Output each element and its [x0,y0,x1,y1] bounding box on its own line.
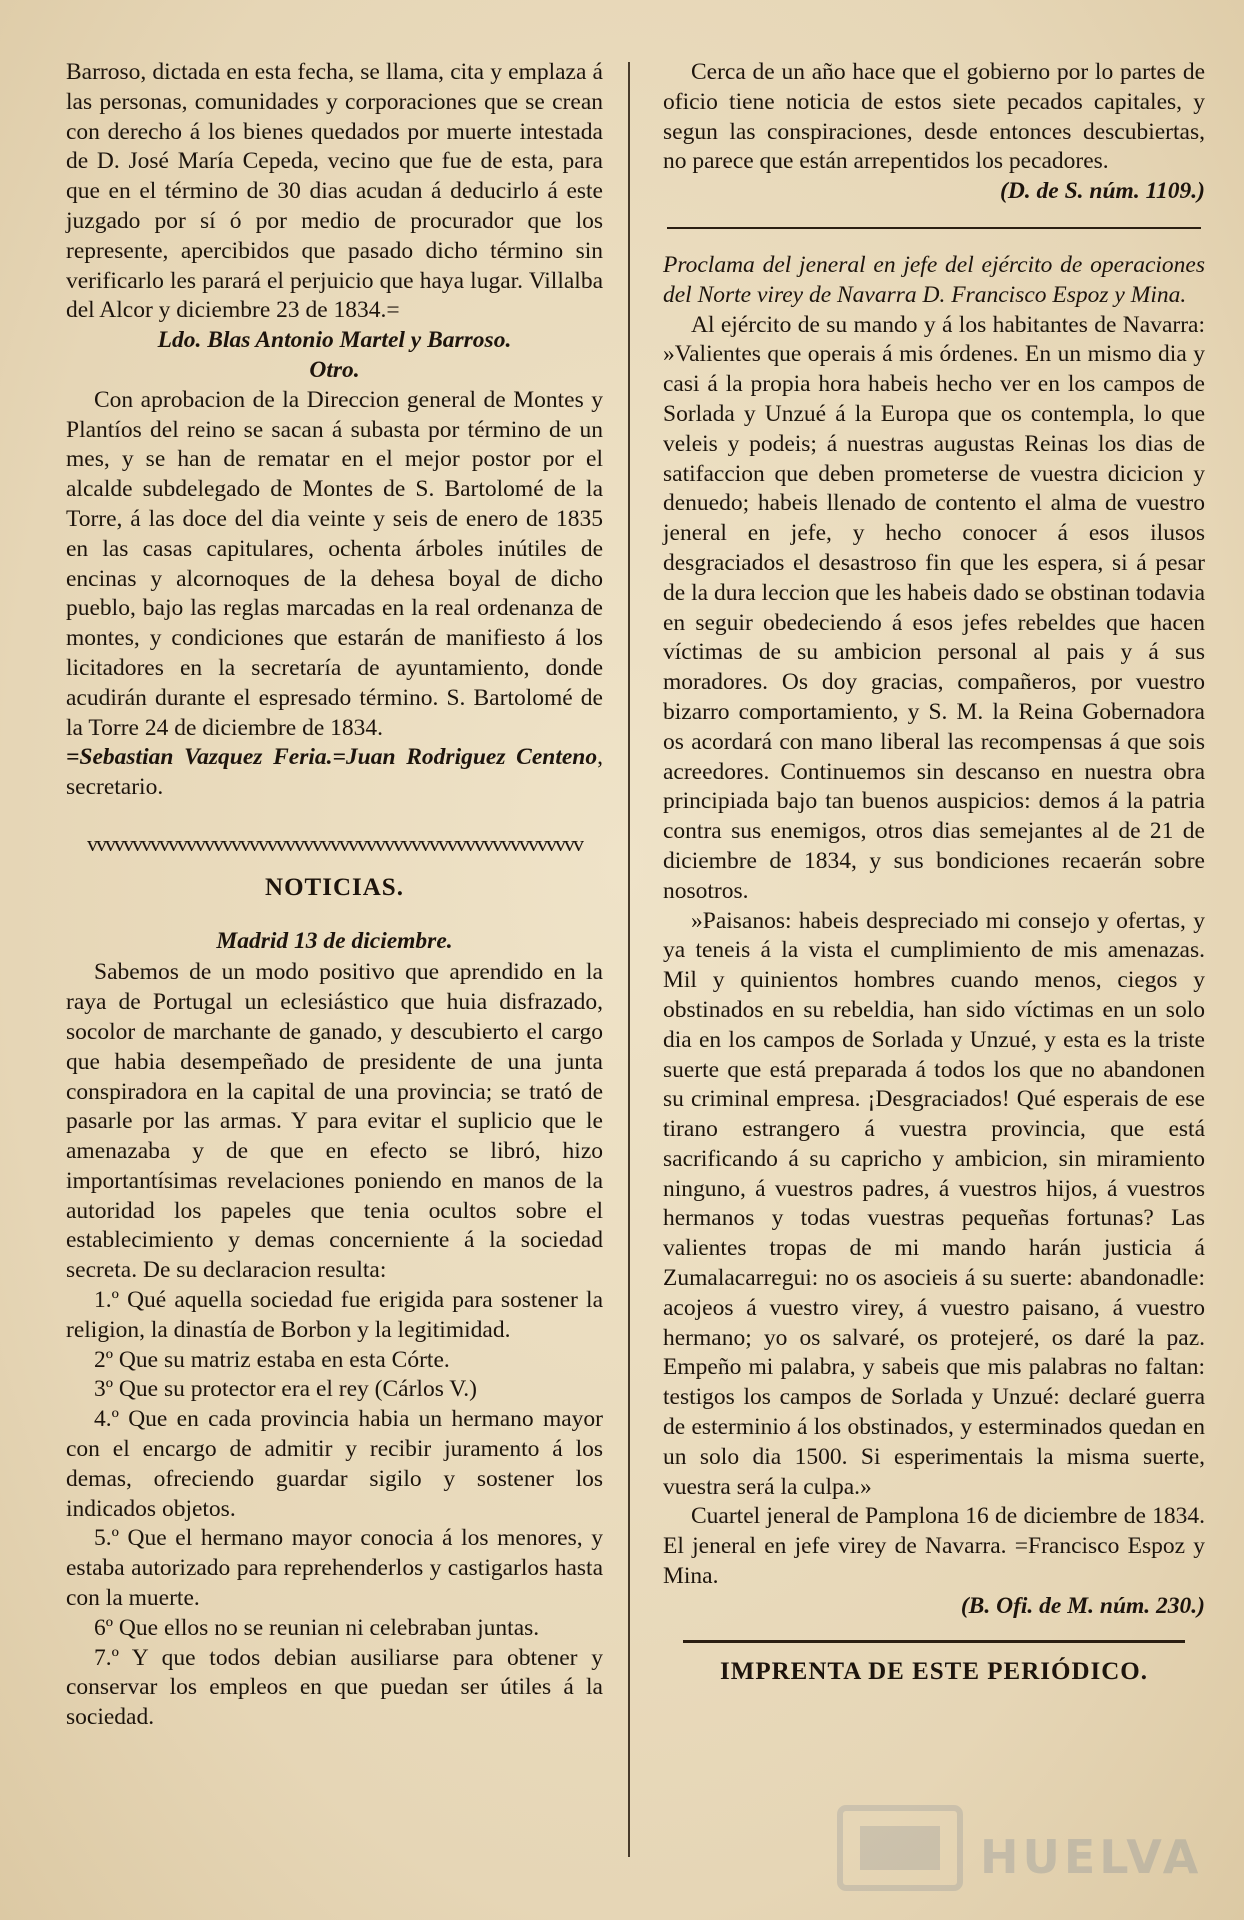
proclama-title: Proclama del jeneral en jefe del ejército de operaciones del Norte virey de Navarra D. Francisco Espoz y Mina. [663,251,1205,308]
edict-paragraph: Barroso, dictada en esta fecha, se llama, cita y emplaza á las personas, comunidades y corporaciones que se crean con derecho á los bienes quedados por muerte intestada de D. José María Cepeda, vecino que fue de esta, para que en el término de 30 dias acudan á deducirlo á este juzgado por sí ó por medio de procurador que los represente, apercibidos que pasado dicho término sin verificarlo les parará el perjuicio que haya lugar. Villalba del Alcor y diciembre 23 de 1834.= [66,59,603,324]
list-item: 2º Que su matriz estaba en esta Córte. [94,1346,450,1373]
intro-paragraph: Cerca de un año hace que el gobierno por lo partes de oficio tiene noticia de estos siete pecados capitales, y segun las conspiraciones, desde entonces descubiertas, no parece que están arrepentidos los pecadores. [663,59,1205,175]
list-item: 4.º Que en cada provincia habia un hermano mayor con el encargo de admitir y recibir juramento á los demas, ofreciendo guardar sigilo y sostener los indicados objetos. [66,1406,603,1522]
signature-martel: Ldo. Blas Antonio Martel y Barroso. [157,327,512,354]
list-item: 6º Que ellos no se reunian ni celebraban juntas. [94,1614,540,1641]
paisanos-paragraph: »Paisanos: habeis despreciado mi consejo y ofertas, y ya teneis á la vista el cumplimiento de mis amenazas. Mil y quinientos hombres cuando menos, ciegos y obstinados en su rebeldia, han sido víctimas en un solo dia en los campos de Sorlada y Unzué, y esta es la triste suerte que está preparada á todos los que no abandonen su criminal empresa. ¡Desgraciados! Qué esperais de ese tirano estrangero á vuestra provincia, que está sacrificando á su capricho y ambicion, sin miramiento ninguno, á vuestros padres, á vuestros hijos, á vuestros hermanos y todas vuestras pequeñas fortunas? Las valientes tropas de mi mando harán justicia á Zumalacarregui: no os asocieis á su suerte: abandonadle: acojeos á vuestro virey, á vuestro paisano, á vuestro hermano; yo os salvaré, os protejeré, os daré la paz. Empeño mi palabra, y sabeis que mis palabras no faltan: testigos los campos de Sorlada y Unzué: declaré guerra de esterminio á los obstinados, y esterminados quedan en un solo dia 1500. Si esperimentais la misma suerte, vuestra será la culpa.» [663,907,1205,1500]
right-column [663,58,1205,1686]
list-item: 7.º Y que todos debian ausiliarse para obtener y conservar los empleos en que puedan ser útiles á la sociedad. [66,1644,603,1731]
news-paragraph: Sabemos de un modo positivo que aprendido en la raya de Portugal un eclesiástico que huia disfrazado, socolor de marchante de ganado, y descubierto el cargo que habia desempeñado de presidente de una junta conspiradora en la capital de una provincia; se trató de pasarle por las armas. Y para evitar el suplicio que le amenazaba y de que en efecto se libró, hizo importantísimas revelaciones poniendo en manos de la autoridad los papeles que tenia ocultos sobre el establecimiento y demas concerniente á la sociedad secreta. De su declaracion resulta: [66,959,603,1284]
auction-paragraph: Con aprobacion de la Direccion general de Montes y Plantíos del reino se sacan á subasta por término de un mes, y se han de rematar en el mejor postor por el alcalde subdelegado de Montes de S. Bartolomé de la Torre, á las doce del dia veinte y seis de enero de 1835 en las casas capitulares, ochenta árboles inútiles de encinas y alcornoques de la dehesa boyal de dicho pueblo, bajo las reglas marcadas en la real ordenanza de montes, y condiciones que estarán de manifiesto á los licitadores en la secretaría de ayuntamiento, donde acudirán durante el espresado término. S. Bartolomé de la Torre 24 de diciembre de 1834. [66,386,603,741]
source-citation: (B. Ofi. de M. núm. 230.) [960,1592,1205,1619]
column-divider [628,62,630,1857]
closing-paragraph: Cuartel jeneral de Pamplona 16 de diciembre de 1834. El jeneral en jefe virey de Navarra. =Francisco Espoz y Mina. [663,1503,1205,1590]
watermark-text: HUELVA [980,1830,1203,1884]
list-item: 5.º Que el hermano mayor conocia á los menores, y estaba autorizado para reprehenderlos y castigarlos hasta con la muerte. [66,1525,603,1612]
left-column [66,58,603,1733]
imprenta-footer: IMPRENTA DE ESTE PERIÓDICO. [720,1657,1148,1685]
signature-vazquez-rodriguez: =Sebastian Vazquez Feria.=Juan Rodriguez Centeno [66,744,598,771]
noticias-heading: NOTICIAS. [265,873,404,901]
footer-divider [683,1640,1185,1643]
source-citation: (D. de S. núm. 1109.) [1000,178,1205,205]
list-item: 1.º Qué aquella sociedad fue erigida para sostener la religion, la dinastía de Borbon y la legitimidad. [66,1287,603,1343]
section-divider [667,227,1201,229]
proclama-paragraph: Al ejército de su mando y á los habitantes de Navarra: »Valientes que operais á mis órdenes. En un mismo dia y casi á la propia hora habeis hecho ver en los campos de Sorlada y Unzué á la Europa que os contempla, lo que veleis y podeis; á nuestras augustas Reinas los dias de satifaccion que deben prometerse de vuestra dicicion y denuedo; habeis llenado de contento el alma de vuestro jeneral en jefe, y hecho conocer á esos ilusos desgraciados el desastroso fin que les espera, si á pesar de la dura leccion que les habeis dado se obstinan todavia en seguir obedeciendo á esos jefes rebeldes que hacen víctimas de su ambicion personal al pais y á sus moradores. Os doy gracias, compañeros, por vuestro bizarro comportamiento, y S. M. la Reina Gobernadora os acordará con mano liberal las recompensas á que sois acreedores. Continuemos sin descanso en nuestra obra principiada bajo tan buenos auspicios: demos á la patria contra sus enemigos, otros dias semejantes al de 21 de diciembre de 1834, y sus bondiciones recaerán sobre nosotros. [663,311,1205,904]
madrid-dateline: Madrid 13 de diciembre. [216,927,453,954]
signature-tail: , secretario. [66,744,603,801]
otro-heading: Otro. [309,356,360,383]
list-item: 3º Que su protector era el rey (Cárlos V.) [94,1376,477,1403]
ornamental-rule: vvvvvvvvvvvvvvvvvvvvvvvvvvvvvvvvvvvvvvvvvvvvvvvvvvvvvvv [87,830,582,856]
signature-line [66,743,603,803]
